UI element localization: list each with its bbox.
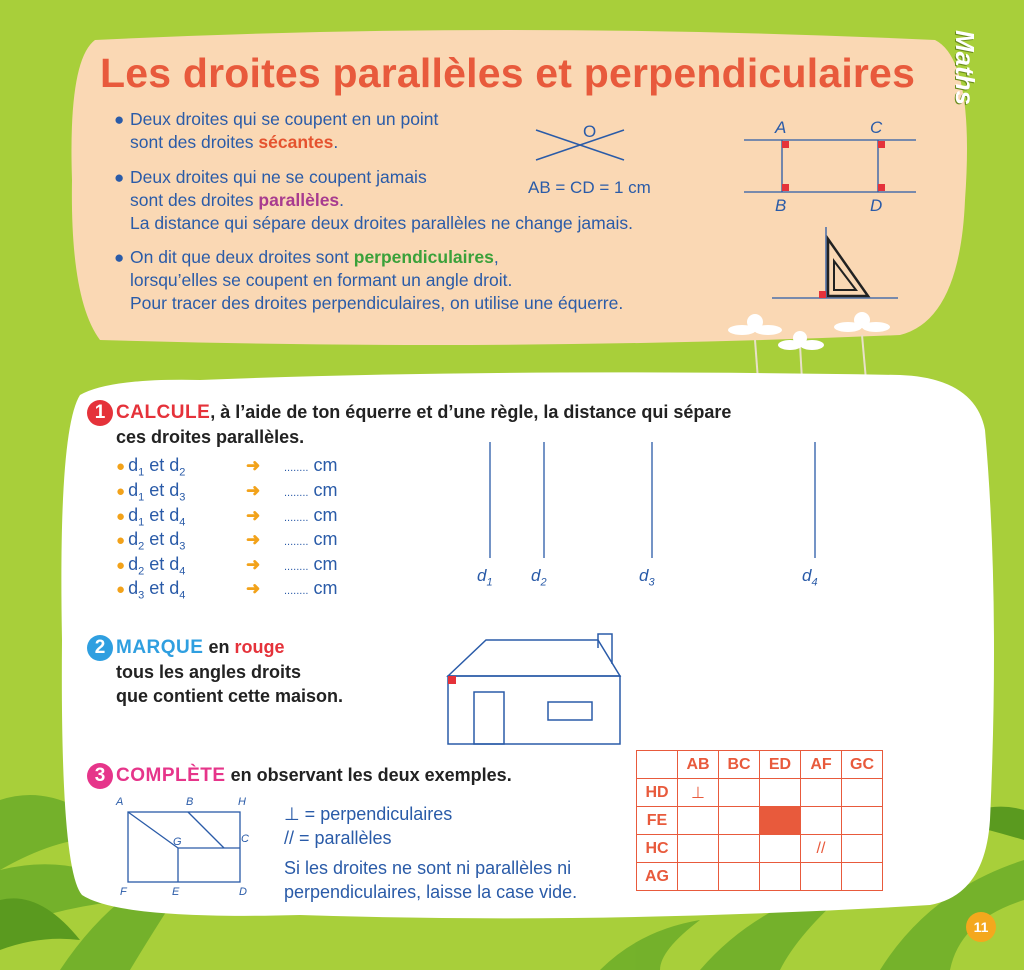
line-label-d4: $d_4$ bbox=[802, 566, 818, 589]
point-c-label: C bbox=[870, 118, 883, 137]
point-a-label: A bbox=[775, 118, 787, 137]
bullet-dot: ● bbox=[114, 248, 125, 267]
note-line-2: perpendiculaires, laisse la case vide. bbox=[284, 882, 578, 902]
grid-cell[interactable] bbox=[842, 807, 883, 835]
point-h: H bbox=[238, 796, 246, 808]
grid-cell[interactable] bbox=[801, 779, 842, 807]
distance-pair-label: ● $d_1$ et $d_3$ bbox=[116, 480, 186, 504]
bullet-text: lorsqu’elles se coupent en formant un angle droit. bbox=[130, 270, 513, 290]
line-label-d2: $d_2$ bbox=[531, 566, 547, 589]
bullet-dot: ● bbox=[116, 483, 126, 500]
bullet-dot: ● bbox=[114, 110, 125, 129]
arrow-icon: ➜ bbox=[246, 579, 261, 598]
grid-cell[interactable] bbox=[842, 863, 883, 891]
distance-answer-field[interactable]: ........ cm bbox=[284, 505, 338, 525]
keyword-secantes: sécantes bbox=[258, 132, 334, 152]
grid-cell[interactable] bbox=[719, 863, 760, 891]
arrow-icon: ➜ bbox=[246, 481, 261, 500]
grid-row-header: AG bbox=[637, 863, 678, 891]
keyword-marque: MARQUE bbox=[116, 637, 204, 658]
bullet-dot: ● bbox=[116, 557, 126, 574]
grid-cell-example-perp: ⊥ bbox=[678, 779, 719, 807]
bullet-dot: ● bbox=[116, 581, 126, 598]
house-drawing[interactable] bbox=[440, 630, 630, 750]
grid-cell[interactable] bbox=[719, 807, 760, 835]
arrow-icon: ➜ bbox=[246, 506, 261, 525]
bullet-dot: ● bbox=[116, 458, 126, 475]
line-label-d1: $d_1$ bbox=[477, 566, 493, 589]
exercise-2-badge: 2 bbox=[87, 635, 113, 661]
grid-col-header: ED bbox=[760, 751, 801, 779]
grid-cell-filled bbox=[760, 807, 801, 835]
line-label-d3: $d_3$ bbox=[639, 566, 655, 589]
note-line-1: Si les droites ne sont ni parallèles ni bbox=[284, 858, 572, 878]
distance-pair-label: ● $d_2$ et $d_4$ bbox=[116, 554, 186, 578]
grid-cell[interactable] bbox=[760, 863, 801, 891]
exercise-1-badge: 1 bbox=[87, 400, 113, 426]
grid-col-header: GC bbox=[842, 751, 883, 779]
exercise-3-instruction: COMPLÈTE en observant les deux exemples. bbox=[116, 765, 512, 786]
legend-paralleles: // = parallèles bbox=[284, 828, 392, 848]
bullet-secantes: ● Deux droites qui se coupent en un point sont des droites sécantes. bbox=[114, 109, 439, 152]
grid-row-header: HD bbox=[637, 779, 678, 807]
page-number: 11 bbox=[966, 912, 996, 942]
point-d-label: D bbox=[870, 196, 883, 215]
bullet-perpendiculaires: ● On dit que deux droites sont perpendiculaires, lorsqu’elles se coupent en formant un angle droit. Pour tracer des droites perpendiculaires, on utilise une équerre. bbox=[114, 247, 624, 313]
parallel-lines-figure bbox=[740, 130, 920, 200]
grid-cell[interactable] bbox=[678, 835, 719, 863]
answer-grid bbox=[636, 750, 883, 891]
distance-pair-label: ● $d_2$ et $d_3$ bbox=[116, 529, 186, 553]
grid-cell[interactable] bbox=[719, 779, 760, 807]
exercise-1-instruction: CALCULE, à l’aide de ton équerre et d’une règle, la distance qui sépare ces droites parallèles. bbox=[116, 402, 732, 447]
grid-row-header: FE bbox=[637, 807, 678, 835]
bullet-text: Pour tracer des droites perpendiculaires, on utilise une équerre. bbox=[130, 293, 624, 313]
distance-answer-field[interactable]: ........ cm bbox=[284, 480, 338, 500]
distance-answer-field[interactable]: ........ cm bbox=[284, 529, 338, 549]
grid-cell[interactable] bbox=[801, 863, 842, 891]
set-square-figure bbox=[770, 225, 900, 305]
point-o-label: O bbox=[583, 122, 597, 141]
point-b: B bbox=[186, 796, 194, 808]
bullet-text: La distance qui sépare deux droites parallèles ne change jamais. bbox=[130, 213, 633, 233]
arrow-icon: ➜ bbox=[246, 530, 261, 549]
point-b-label: B bbox=[775, 196, 787, 215]
parallel-lines-d bbox=[480, 440, 840, 562]
grid-cell[interactable] bbox=[678, 807, 719, 835]
keyword-rouge: rouge bbox=[234, 637, 285, 657]
rectangle-figure bbox=[120, 802, 255, 886]
grid-cell[interactable] bbox=[801, 807, 842, 835]
grid-cell[interactable] bbox=[719, 835, 760, 863]
point-g: G bbox=[173, 836, 182, 848]
grid-corner bbox=[637, 751, 678, 779]
secant-lines-figure bbox=[530, 118, 630, 168]
grid-col-header: AB bbox=[678, 751, 719, 779]
point-d: D bbox=[239, 886, 247, 898]
distance-pair-label: ● $d_1$ et $d_2$ bbox=[116, 455, 186, 479]
arrow-icon: ➜ bbox=[246, 456, 261, 475]
keyword-perpendiculaires: perpendiculaires bbox=[353, 247, 494, 267]
grid-cell[interactable] bbox=[678, 863, 719, 891]
legend-perpendiculaires: ⊥ = perpendiculaires bbox=[284, 804, 453, 824]
keyword-complete: COMPLÈTE bbox=[116, 765, 226, 786]
point-e: E bbox=[172, 886, 180, 898]
keyword-paralleles: parallèles bbox=[258, 190, 340, 210]
grid-col-header: AF bbox=[801, 751, 842, 779]
grid-row-header: HC bbox=[637, 835, 678, 863]
distance-answer-field[interactable]: ........ cm bbox=[284, 455, 338, 475]
bullet-dot: ● bbox=[116, 508, 126, 525]
page-title: Les droites parallèles et perpendiculaires bbox=[100, 50, 916, 96]
keyword-calcule: CALCULE bbox=[116, 402, 211, 423]
grid-cell[interactable] bbox=[760, 835, 801, 863]
distance-pair-label: ● $d_3$ et $d_4$ bbox=[116, 578, 186, 602]
exercise-2-instruction: MARQUE en rouge tous les angles droits que contient cette maison. bbox=[116, 637, 344, 706]
subject-label: Maths bbox=[950, 30, 980, 106]
grid-col-header: BC bbox=[719, 751, 760, 779]
grid-cell[interactable] bbox=[842, 835, 883, 863]
bullet-dot: ● bbox=[114, 168, 125, 187]
point-a: A bbox=[116, 796, 124, 808]
grid-cell[interactable] bbox=[760, 779, 801, 807]
exercise-3-badge: 3 bbox=[87, 763, 113, 789]
distance-answer-field[interactable]: ........ cm bbox=[284, 578, 338, 598]
distance-pair-label: ● $d_1$ et $d_4$ bbox=[116, 505, 186, 529]
grid-cell-example-par: // bbox=[801, 835, 842, 863]
instruction-line: ces droites parallèles. bbox=[116, 427, 305, 447]
bullet-paralleles: ● Deux droites qui ne se coupent jamais sont des droites parallèles. La distance qui sépare deux droites parallèles ne change jamais. bbox=[114, 167, 633, 233]
distance-answer-field[interactable]: ........ cm bbox=[284, 554, 338, 574]
grid-cell[interactable] bbox=[842, 779, 883, 807]
point-c: C bbox=[241, 833, 249, 845]
point-f: F bbox=[120, 886, 127, 898]
bullet-dot: ● bbox=[116, 532, 126, 549]
instruction-line: tous les angles droits bbox=[116, 662, 302, 682]
bullet-text: Deux droites qui ne se coupent jamais bbox=[130, 167, 427, 187]
instruction-line: que contient cette maison. bbox=[116, 686, 344, 706]
distance-equation: AB = CD = 1 cm bbox=[528, 178, 651, 197]
bullet-text: Deux droites qui se coupent en un point bbox=[130, 109, 439, 129]
arrow-icon: ➜ bbox=[246, 555, 261, 574]
